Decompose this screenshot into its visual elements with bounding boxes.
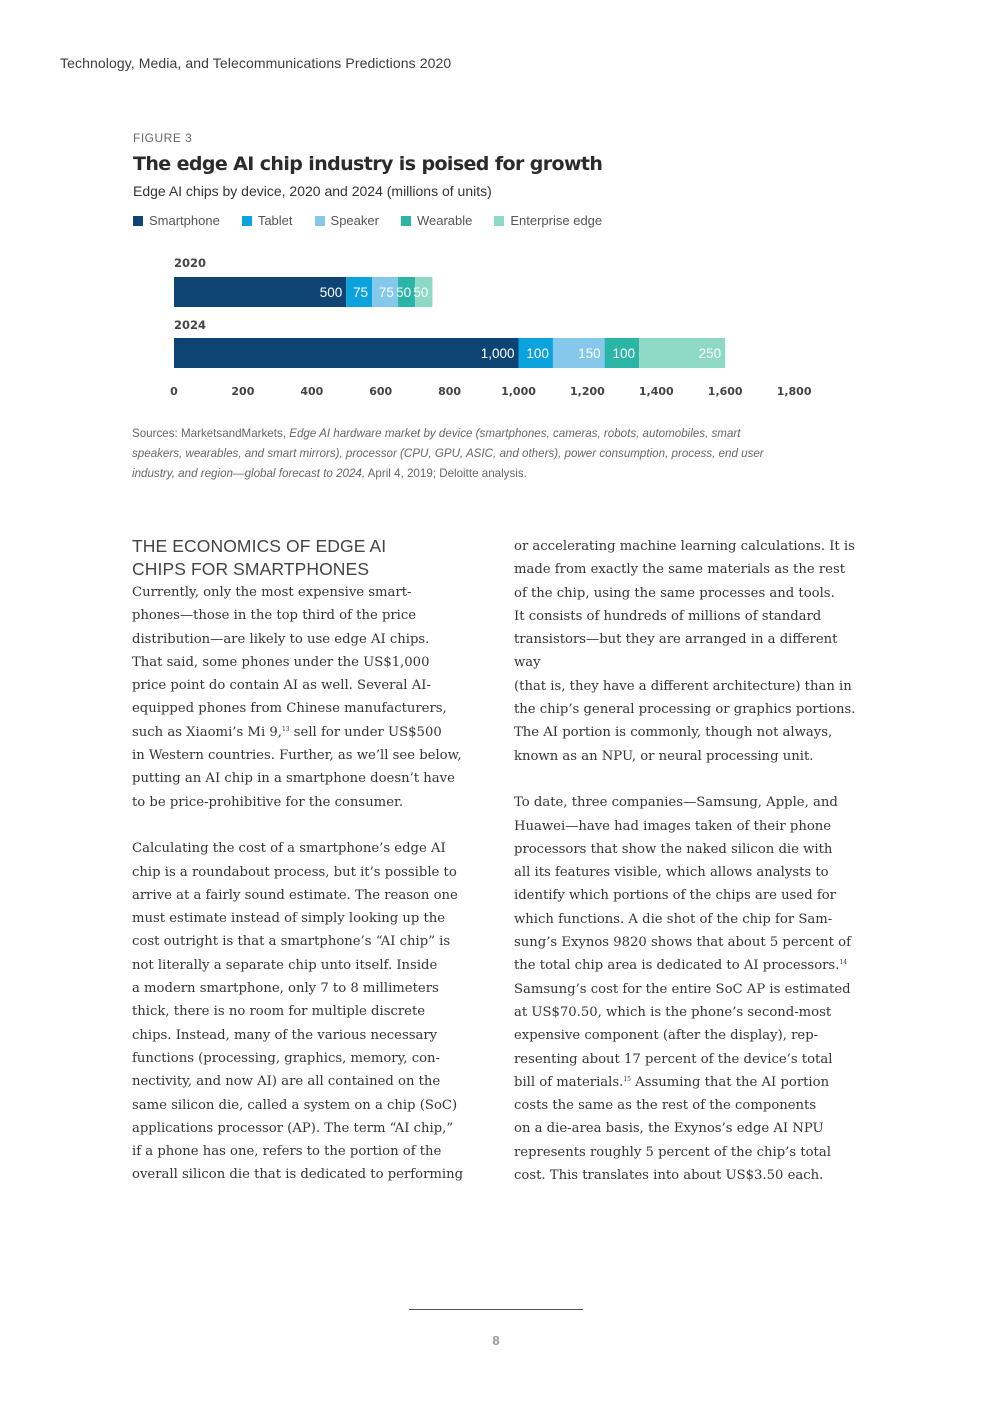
sources-prefix: Sources: MarketsandMarkets, [132, 427, 290, 440]
left-p1-text-cont: sell for under US$500 in Western countries. Further, as we’ll see below, putting an AI chip in a smartphone doesn’t have to be price-prohibitive for the consumer. [132, 724, 462, 810]
x-tick-label: 800 [438, 385, 462, 398]
data-label: 100 [612, 346, 636, 361]
footer-rule [409, 1309, 583, 1310]
right-p2-text-end: Assuming that the AI portion costs the same as the rest of the components on a die-area basis, the Exynos’s edge AI NPU represents roughly 5 percent of the chip’s total cost. This translates into about US$3.50 each. [514, 1074, 831, 1184]
left-column [132, 581, 477, 1210]
left-p1-text: Currently, only the most expensive smart- phones—those in the top third of the price distribution—are likely to use edge AI chips. That said, some phones under the US$1,000 price point do contain AI as well. Several AI- equipped phones from Chinese manufacturers, such as Xiaomi’s Mi 9, [132, 585, 447, 740]
running-head: Technology, Media, and Telecommunications Predictions 2020 [60, 55, 452, 71]
legend-label: Speaker [330, 213, 379, 228]
data-label: 150 [578, 346, 601, 361]
data-label: 500 [319, 285, 343, 300]
data-label: 50 [413, 285, 429, 300]
footnote-13: 13 [281, 725, 290, 733]
figure-subtitle: Edge AI chips by device, 2020 and 2024 (millions of units) [133, 183, 492, 199]
legend-label: Tablet [257, 213, 293, 228]
x-tick-label: 1,000 [501, 385, 536, 398]
figure-title: The edge AI chip industry is poised for growth [133, 153, 603, 175]
data-label: 75 [353, 285, 369, 300]
right-paragraph-2 [514, 791, 859, 1187]
x-tick-label: 1,400 [638, 385, 674, 398]
left-paragraph-2: Calculating the cost of a smartphone’s edge AI chip is a roundabout process, but it’s possible to arrive at a fairly sound estimate. The reason one must estimate instead of simply looking up the cost outright is that a smartphone’s “AI chip” is not literally a separate chip unto itself. Inside a modern smartphone, only 7 to 8 millimeters thick, there is no room for multiple discrete chips. Instead, many of the various necessary functions (processing, graphics, memory, con- nectivity, and now AI) are all contained on the same silicon die, called a system on a chip (SoC) applications processor (AP). The term “AI chip,” if a phone has one, refers to the portion of the overall silicon die that is dedicated to performing [132, 841, 464, 1183]
x-tick-label: 200 [231, 385, 255, 398]
footnote-14: 14 [839, 959, 848, 967]
data-label: 1,000 [480, 346, 515, 361]
sources-suffix: April 4, 2019; Deloitte analysis. [365, 467, 527, 480]
x-tick-label: 400 [300, 385, 324, 398]
data-label: 250 [698, 346, 722, 361]
page-number: 8 [492, 1333, 500, 1348]
x-tick-label: 1,800 [776, 385, 812, 398]
legend-label: Smartphone [149, 213, 220, 228]
data-label: 75 [378, 285, 394, 300]
figure-label: FIGURE 3 [133, 131, 193, 145]
sources-title: Edge AI hardware market by device (smartphones, cameras, robots, automobiles, smart speakers, wearables, and smart mirrors), processor (CPU, GPU, ASIC, and others), power consumption, process, end user industry, and region—global forecast to 2024, [132, 427, 764, 480]
stacked-bar-chart [0, 0, 992, 420]
footnote-15: 15 [623, 1075, 631, 1083]
section-heading: THE ECONOMICS OF EDGE AI CHIPS FOR SMARTPHONES [132, 536, 387, 579]
right-column [514, 535, 859, 1211]
figure-sources [132, 424, 792, 484]
right-p2-text-cont: Samsung’s cost for the entire SoC AP is estimated at US$70.50, which is the phone’s second-most expensive component (after the display), rep- resenting about 17 percent of the device’s total bill of materials. [514, 981, 851, 1090]
x-tick-label: 1,600 [707, 385, 743, 398]
left-paragraph-1 [132, 581, 477, 814]
x-tick-label: 1,200 [570, 385, 605, 398]
legend-label: Enterprise edge [510, 213, 603, 228]
data-label: 100 [526, 346, 549, 361]
category-label-2020: 2020 [174, 256, 207, 270]
category-label-2024: 2024 [174, 318, 207, 332]
data-label: 50 [396, 285, 412, 300]
legend-label: Wearable [416, 213, 473, 228]
x-tick-label: 600 [369, 385, 393, 398]
right-p2-text: To date, three companies—Samsung, Apple, and Huawei—have had images taken of their phone processors that show the naked silicon die with all its features visible, which allows analysts to identify which portions of the chips are used for which functions. A die shot of the chip for Sam- sung’s Exynos 9820 shows that about 5 percent of the total chip area is dedicated to AI processors. [514, 795, 851, 974]
bar-2024-smartphone [174, 338, 519, 368]
right-paragraph-1: or accelerating machine learning calculations. It is made from exactly the same materials as the rest of the chip, using the same processes and tools. It consists of hundreds of millions of standard transistors—but they are arranged in a different way (that is, they have a different architecture) than in the chip’s general processing or graphics portions. The AI portion is commonly, though not always, known as an NPU, or neural processing unit. [514, 539, 856, 764]
x-tick-label: 0 [170, 385, 178, 398]
